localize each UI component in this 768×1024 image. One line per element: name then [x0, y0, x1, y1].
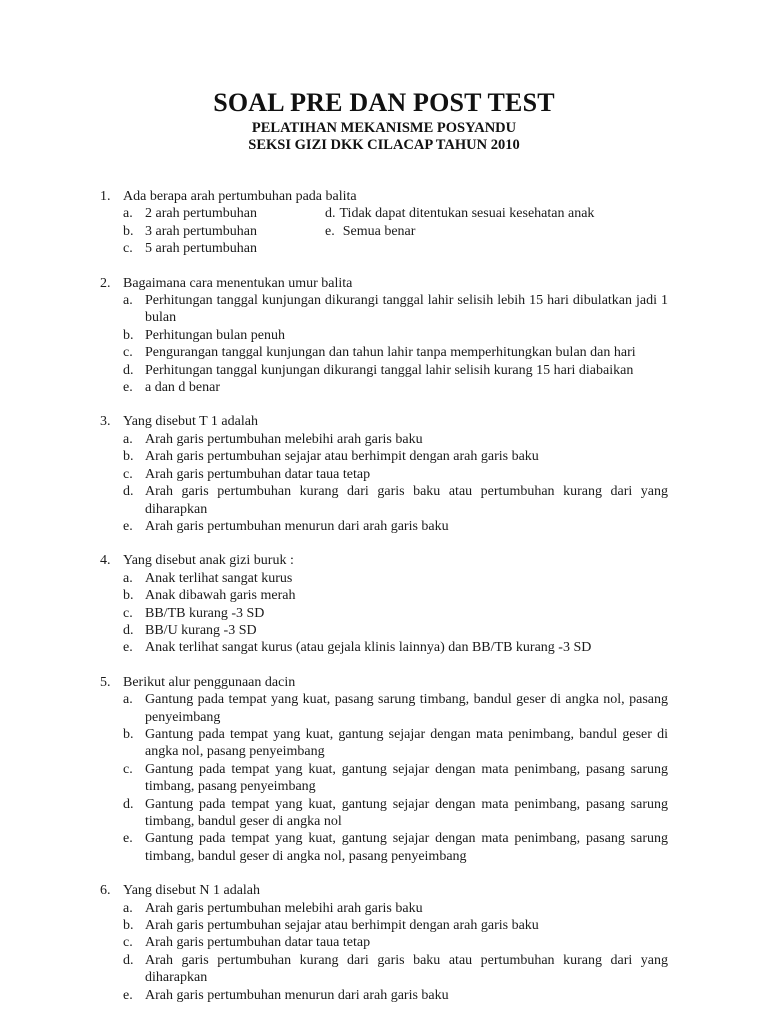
option-text: a dan d benar [145, 380, 221, 396]
option-text: 2 arah pertumbuhan [145, 206, 257, 222]
option-c [100, 934, 668, 951]
options-two-column [100, 205, 668, 257]
option-d [325, 205, 668, 222]
question-number: 4. [100, 553, 111, 569]
option-text: Anak dibawah garis merah [145, 588, 296, 604]
option-letter: a. [123, 293, 133, 309]
option-text: Arah garis pertumbuhan melebihi arah garis baku [145, 431, 423, 447]
option-text: Arah garis pertumbuhan sejajar atau berhimpit dengan arah garis baku [145, 918, 539, 934]
option-e [325, 223, 668, 240]
option-a [100, 570, 668, 587]
question-5 [100, 674, 668, 865]
option-c [100, 344, 668, 361]
option-letter: a. [123, 431, 133, 447]
option-letter: e. [123, 640, 133, 656]
option-letter: b. [123, 449, 134, 465]
option-a [100, 691, 668, 726]
option-text: Perhitungan bulan penuh [145, 327, 285, 343]
option-text: Semua benar [342, 223, 416, 239]
question-number: 5. [100, 674, 111, 690]
options-right-column [325, 205, 668, 240]
question-text: Yang disebut T 1 adalah [123, 414, 258, 430]
document-subtitle-training: PELATIHAN MEKANISME POSYANDU [251, 120, 517, 136]
option-a [100, 292, 668, 327]
question-1 [100, 188, 668, 258]
option-text: BB/TB kurang -3 SD [145, 605, 265, 621]
option-text: Arah garis pertumbuhan menurun dari arah garis baku [145, 518, 449, 534]
question-text: Berikut alur penggunaan dacin [123, 674, 296, 690]
option-e [100, 379, 668, 396]
option-letter: d. [123, 484, 134, 500]
question-list [100, 188, 668, 1021]
option-d [100, 796, 668, 831]
question-text: Bagaimana cara menentukan umur balita [123, 275, 353, 291]
question-stem [100, 552, 668, 569]
option-letter: a. [123, 570, 133, 586]
question-text: Yang disebut N 1 adalah [123, 883, 261, 899]
option-letter: e. [123, 518, 133, 534]
options-list [100, 431, 668, 535]
option-a [100, 900, 668, 917]
option-text: BB/U kurang -3 SD [145, 622, 257, 638]
option-letter: b. [123, 327, 134, 343]
option-b [100, 587, 668, 604]
options-list [100, 292, 668, 396]
option-d [100, 362, 668, 379]
option-d [100, 622, 668, 639]
question-stem [100, 674, 668, 691]
option-letter: e. [325, 223, 335, 239]
question-text: Ada berapa arah pertumbuhan pada balita [123, 189, 357, 204]
question-text: Yang disebut anak gizi buruk : [123, 553, 294, 569]
document-subtitle-section: SEKSI GIZI DKK CILACAP TAHUN 2010 [248, 137, 520, 153]
option-c [100, 466, 668, 483]
option-c [100, 605, 668, 622]
options-list [100, 900, 668, 1004]
option-letter: a. [123, 900, 133, 916]
option-b [100, 917, 668, 934]
option-b [100, 327, 668, 344]
options-list [100, 691, 668, 865]
question-number: 6. [100, 883, 111, 899]
option-letter: c. [123, 761, 133, 777]
question-number: 1. [100, 189, 111, 204]
option-e [100, 518, 668, 535]
option-d [100, 483, 668, 518]
option-text: Perhitungan tanggal kunjungan dikurangi tanggal lahir selisih lebih 15 hari dibulatkan jadi 1 bulan [145, 293, 668, 326]
option-letter: e. [123, 380, 133, 396]
option-letter: e. [123, 987, 133, 1003]
option-letter: b. [123, 726, 134, 742]
option-c [100, 761, 668, 796]
option-letter: d. [123, 796, 134, 812]
option-text: Anak terlihat sangat kurus (atau gejala klinis lainnya) dan BB/TB kurang -3 SD [145, 640, 592, 656]
option-text: Arah garis pertumbuhan datar taua tetap [145, 466, 371, 482]
option-text: Tidak dapat ditentukan sesuai kesehatan anak [339, 206, 595, 222]
option-letter: c. [123, 345, 133, 361]
question-4 [100, 552, 668, 656]
option-letter: c. [123, 466, 133, 482]
question-stem [100, 882, 668, 899]
option-text: Arah garis pertumbuhan kurang dari garis baku atau pertumbuhan kurang dari yang diharapkan [145, 484, 668, 517]
option-text: Arah garis pertumbuhan datar taua tetap [145, 935, 371, 951]
option-text: Pengurangan tanggal kunjungan dan tahun lahir tanpa memperhitungkan bulan dan hari [145, 345, 636, 361]
option-text: Gantung pada tempat yang kuat, gantung sejajar dengan mata penimbang, pasang sarung timbang, bandul geser di angka nol [145, 796, 668, 829]
option-letter: a. [123, 692, 133, 708]
option-letter: b. [123, 918, 134, 934]
option-letter: c. [123, 935, 133, 951]
option-letter: a. [123, 206, 133, 222]
question-stem [100, 275, 668, 292]
option-text: 5 arah pertumbuhan [145, 241, 257, 257]
option-letter: d. [123, 362, 134, 378]
question-stem [100, 413, 668, 430]
question-stem [100, 188, 668, 205]
question-2 [100, 275, 668, 397]
option-text: Gantung pada tempat yang kuat, gantung sejajar dengan mata penimbang, pasang sarung timbang, bandul geser di angka nol, pasang penyeimbang [145, 831, 668, 864]
option-letter: d. [123, 952, 134, 968]
option-letter: c. [123, 605, 133, 621]
option-letter: b. [123, 588, 134, 604]
options-list [100, 570, 668, 657]
option-text: 3 arah pertumbuhan [145, 223, 257, 239]
option-d [100, 952, 668, 987]
option-text: Arah garis pertumbuhan melebihi arah garis baku [145, 900, 423, 916]
option-letter: b. [123, 223, 134, 239]
option-letter: e. [123, 831, 133, 847]
option-letter: c. [123, 241, 133, 257]
option-text: Gantung pada tempat yang kuat, gantung sejajar dengan mata penimbang, bandul geser di angka nol, pasang penyeimbang [145, 726, 668, 760]
option-text: Arah garis pertumbuhan menurun dari arah garis baku [145, 987, 449, 1003]
document-title: SOAL PRE DAN POST TEST [213, 88, 555, 117]
option-b [100, 726, 668, 761]
option-text: Gantung pada tempat yang kuat, pasang sarung timbang, bandul geser di angka nol, pasang penyeimbang [145, 692, 668, 725]
question-6 [100, 882, 668, 1004]
option-text: Perhitungan tanggal kunjungan dikurangi tanggal lahir selisih kurang 15 hari diabaikan [145, 362, 634, 378]
option-b [100, 448, 668, 465]
option-a [100, 431, 668, 448]
option-text: Anak terlihat sangat kurus [145, 570, 293, 586]
option-letter: d. [123, 622, 134, 638]
question-number: 2. [100, 275, 111, 291]
option-e [100, 639, 668, 656]
option-e [100, 987, 668, 1004]
option-c [100, 240, 668, 257]
question-3 [100, 413, 668, 535]
question-number: 3. [100, 414, 111, 430]
option-e [100, 830, 668, 865]
option-text: Arah garis pertumbuhan sejajar atau berhimpit dengan arah garis baku [145, 449, 539, 465]
option-text: Arah garis pertumbuhan kurang dari garis baku atau pertumbuhan kurang dari yang diharapkan [145, 952, 668, 986]
option-letter: d. [325, 206, 336, 222]
option-text: Gantung pada tempat yang kuat, gantung sejajar dengan mata penimbang, pasang sarung timbang, pasang penyeimbang [145, 761, 668, 795]
